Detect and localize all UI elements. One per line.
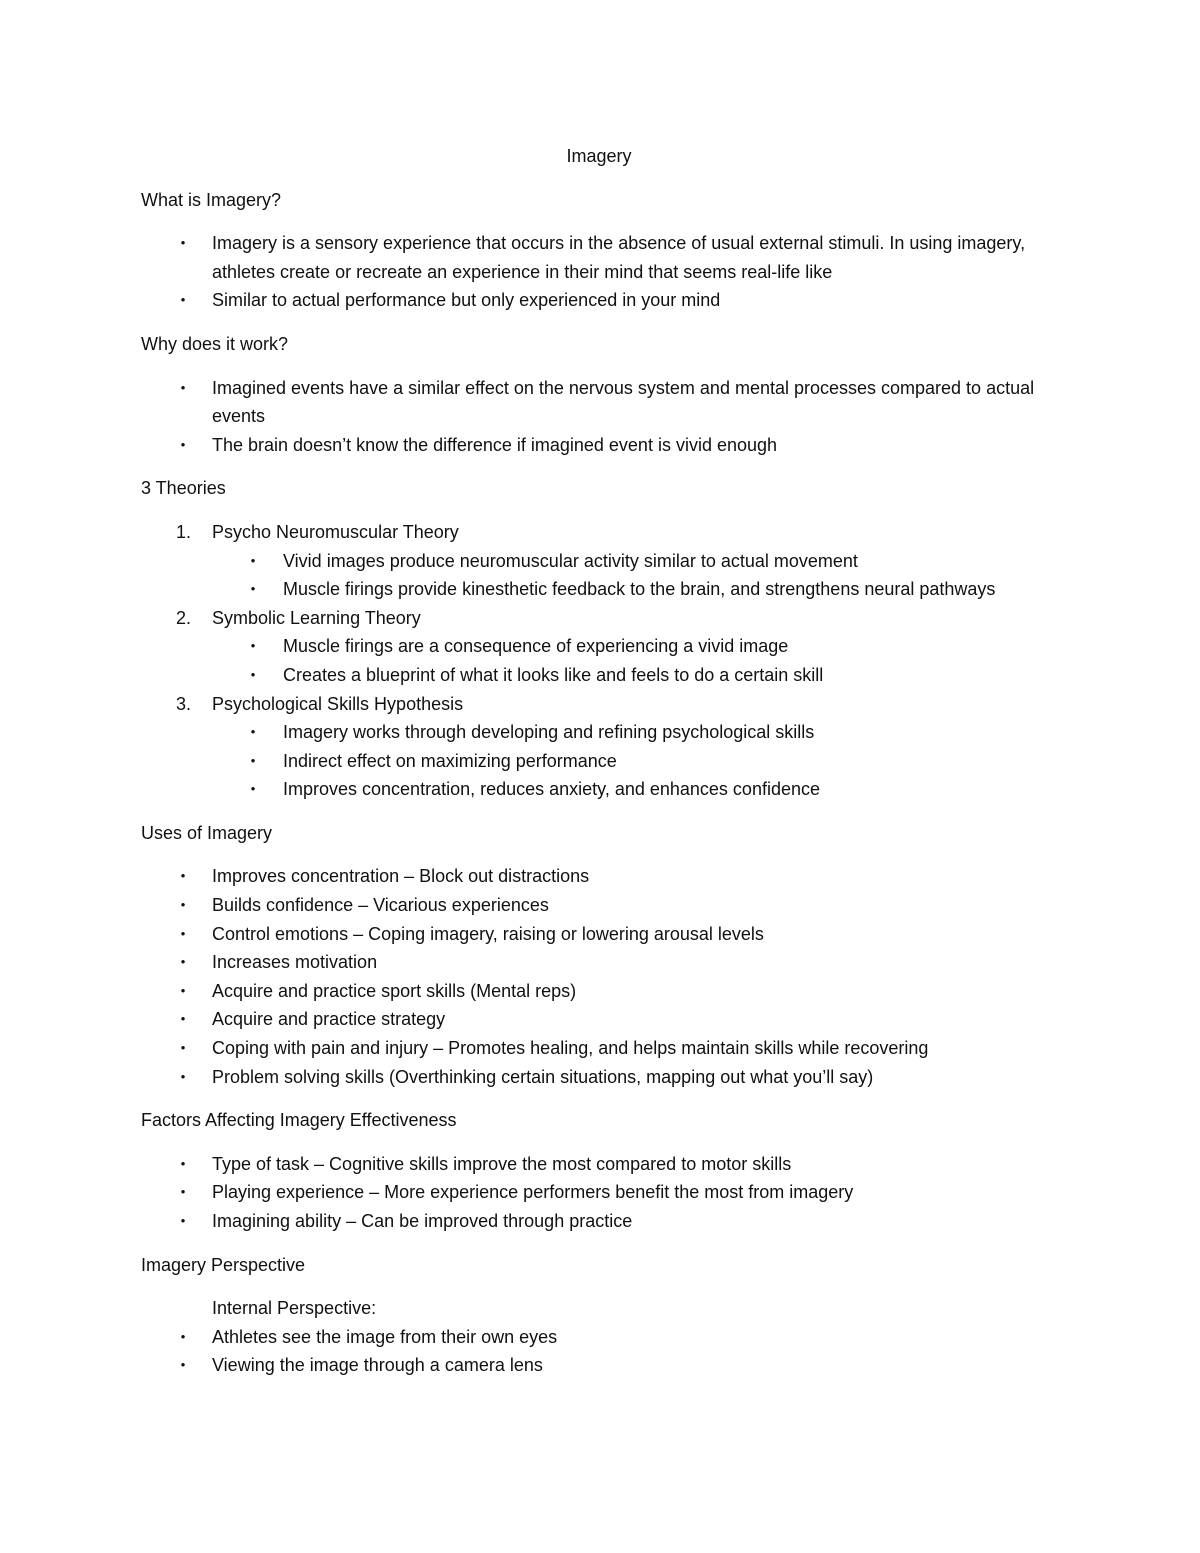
- bullet-icon: •: [180, 925, 186, 941]
- list-item-text: Playing experience – More experience performers benefit the most from imagery: [212, 1182, 854, 1203]
- item-number: 3.: [176, 693, 192, 714]
- bullet-icon: •: [180, 868, 186, 884]
- bullet-icon: •: [180, 379, 186, 395]
- bullet-icon: •: [250, 581, 256, 597]
- bullet-icon: •: [180, 1357, 186, 1373]
- bullet-icon: •: [250, 724, 256, 740]
- list-item-text: Imagery works through developing and refining psychological skills: [283, 722, 815, 743]
- list-item: [141, 977, 1061, 1006]
- list-item-text: Imagining ability – Can be improved through practice: [212, 1211, 633, 1231]
- section-heading: Factors Affecting Imagery Effectiveness: [141, 1110, 457, 1131]
- bullet-list: [141, 862, 1061, 1091]
- sub-list-item: [141, 575, 1061, 604]
- list-item-text: Improves concentration – Block out distractions: [212, 866, 590, 887]
- section-heading: Imagery Perspective: [141, 1254, 306, 1275]
- page-title: Imagery: [566, 146, 632, 166]
- item-number: 1.: [176, 521, 192, 542]
- section-heading: What is Imagery?: [141, 189, 282, 210]
- list-item-text: Similar to actual performance but only experienced in your mind: [212, 290, 721, 311]
- section-heading: 3 Theories: [141, 478, 226, 499]
- bullet-icon: •: [180, 1011, 186, 1027]
- numbered-item-label: Psycho Neuromuscular Theory: [212, 521, 459, 542]
- list-item-text: Acquire and practice strategy: [212, 1009, 446, 1030]
- list-item-text: Improves concentration, reduces anxiety, and enhances confidence: [283, 779, 820, 800]
- list-item: [141, 891, 1061, 920]
- sub-list-item: [141, 547, 1061, 576]
- section-theories: [141, 474, 1061, 804]
- list-item: [141, 862, 1061, 891]
- section-heading: Uses of Imagery: [141, 822, 273, 843]
- subheading: Internal Perspective:: [212, 1298, 377, 1319]
- sub-list-item: [141, 747, 1061, 776]
- section-factors: [141, 1106, 1061, 1235]
- bullet-icon: •: [180, 1155, 186, 1171]
- list-item: [141, 1005, 1061, 1034]
- list-item-text: Creates a blueprint of what it looks like and feels to do a certain skill: [283, 664, 824, 685]
- bullet-icon: •: [250, 552, 256, 568]
- bullet-icon: •: [180, 954, 186, 970]
- bullet-icon: •: [180, 235, 186, 251]
- list-item: [141, 1150, 1061, 1179]
- list-item: [141, 920, 1061, 949]
- list-item-text: Indirect effect on maximizing performance: [283, 750, 617, 771]
- bullet-icon: •: [180, 982, 186, 998]
- section-uses-of-imagery: [141, 819, 1061, 1091]
- section-heading: Why does it work?: [141, 333, 289, 354]
- list-item-text: Increases motivation: [212, 952, 378, 973]
- bullet-icon: •: [180, 1184, 186, 1200]
- sub-list-item: [141, 632, 1061, 661]
- bullet-icon: •: [250, 781, 256, 797]
- list-item: [141, 374, 1061, 431]
- numbered-item: [141, 518, 1061, 547]
- list-item: [141, 229, 1061, 286]
- list-item: [141, 1034, 1061, 1063]
- bullet-icon: •: [180, 292, 186, 308]
- list-item: [141, 1178, 1061, 1207]
- bullet-icon: •: [180, 1328, 186, 1344]
- list-item: [141, 1063, 1061, 1092]
- list-item-text: Builds confidence – Vicarious experiences: [212, 895, 549, 916]
- section-imagery-perspective: [141, 1251, 1061, 1380]
- numbered-item-label: Symbolic Learning Theory: [212, 607, 421, 628]
- list-item-text: Muscle firings are a consequence of experiencing a vivid image: [283, 636, 789, 657]
- bullet-list: [141, 374, 1061, 460]
- list-item-text: Acquire and practice sport skills (Mental reps): [212, 980, 577, 1001]
- bullet-icon: •: [250, 752, 256, 768]
- sub-list-item: [141, 718, 1061, 747]
- list-item-text: Viewing the image through a camera lens: [212, 1355, 543, 1376]
- numbered-item: [141, 604, 1061, 633]
- bullet-icon: •: [180, 1040, 186, 1056]
- bullet-icon: •: [250, 666, 256, 682]
- list-item-text: Imagined events have a similar effect on the nervous system and mental processes compared to actual events: [212, 377, 1035, 427]
- list-item-text: Control emotions – Coping imagery, raising or lowering arousal levels: [212, 923, 764, 944]
- sub-list-item: [141, 775, 1061, 804]
- numbered-item-label: Psychological Skills Hypothesis: [212, 693, 464, 714]
- list-item: [141, 1351, 1061, 1380]
- bullet-list: [141, 229, 1061, 315]
- list-item: [141, 1207, 1061, 1236]
- bullet-icon: •: [250, 638, 256, 654]
- list-item-text: Problem solving skills (Overthinking certain situations, mapping out what you’ll say): [212, 1066, 874, 1087]
- list-item-text: Type of task – Cognitive skills improve the most compared to motor skills: [212, 1153, 792, 1174]
- list-item-text: Vivid images produce neuromuscular activity similar to actual movement: [283, 550, 858, 571]
- bullet-icon: •: [180, 1213, 186, 1228]
- section-why-does-it-work: [141, 330, 1061, 459]
- bullet-icon: •: [180, 1068, 186, 1084]
- list-item-text: Coping with pain and injury – Promotes healing, and helps maintain skills while recovering: [212, 1038, 929, 1059]
- bullet-list: [141, 1150, 1061, 1236]
- list-item-text: The brain doesn’t know the difference if imagined event is vivid enough: [212, 434, 778, 455]
- list-item: [141, 286, 1061, 315]
- numbered-item: [141, 690, 1061, 719]
- list-item: [141, 1323, 1061, 1352]
- bullet-list: [141, 1323, 1061, 1380]
- document-body: [141, 142, 1061, 1395]
- sub-list-item: [141, 661, 1061, 690]
- bullet-icon: •: [180, 897, 186, 913]
- list-item-text: Athletes see the image from their own eyes: [212, 1326, 558, 1347]
- item-number: 2.: [176, 607, 192, 628]
- list-item: [141, 948, 1061, 977]
- list-item-text: Muscle firings provide kinesthetic feedback to the brain, and strengthens neural pathways: [283, 579, 996, 600]
- list-item: [141, 431, 1061, 460]
- bullet-icon: •: [180, 436, 186, 452]
- section-what-is-imagery: [141, 186, 1061, 315]
- list-item-text: Imagery is a sensory experience that occurs in the absence of usual external stimuli. In using imagery, athletes create or recreate an experience in their mind that seems real-life like: [212, 233, 1026, 282]
- numbered-list: [141, 518, 1061, 804]
